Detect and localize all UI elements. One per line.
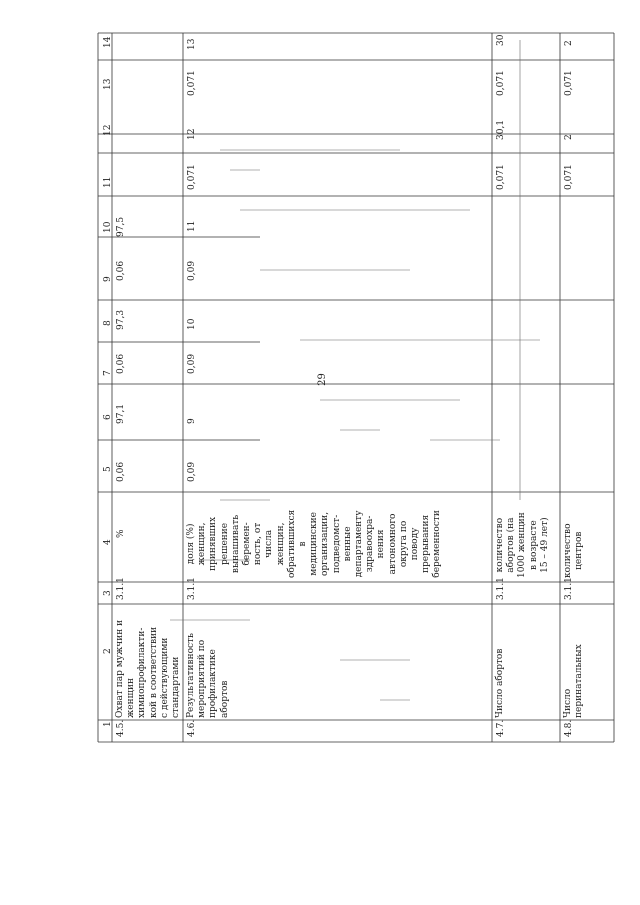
- row-4-8-val-13: 0,071: [564, 70, 574, 96]
- row-4-8-val-12: 2: [564, 134, 574, 140]
- row-4-5-val-8: 97,3: [116, 309, 126, 330]
- row-4-6-val-9: 0,09: [187, 260, 197, 281]
- row-4-6-num: 4.6.: [187, 719, 197, 737]
- header-col-10: 10: [103, 221, 113, 233]
- row-4-7-val-14: 30: [496, 34, 506, 46]
- row-4-8-unit: количество центров: [563, 523, 585, 578]
- row-4-8-num: 4.8.: [564, 719, 574, 737]
- row-4-6-val-5: 0,09: [187, 461, 197, 482]
- header-col-1: 1: [103, 721, 113, 727]
- header-col-14: 14: [103, 36, 113, 48]
- row-4-7-unit: количество абортов (на 1000 женщин в возрасте 15 – 49 лет): [495, 512, 550, 578]
- row-4-6-val-6: 9: [187, 418, 197, 424]
- header-col-13: 13: [103, 78, 113, 90]
- row-4-6-val-7: 0,09: [187, 353, 197, 374]
- header-col-3: 3: [103, 590, 113, 596]
- row-4-8-code: 3.1.1: [564, 577, 574, 600]
- row-4-8-val-11: 0,071: [564, 164, 574, 190]
- row-4-6-val-10: 11: [187, 220, 197, 232]
- header-col-6: 6: [103, 414, 113, 420]
- row-4-5-unit: %: [116, 529, 126, 538]
- row-4-7-val-13: 0,071: [496, 70, 506, 96]
- row-4-7-num: 4.7.: [496, 719, 506, 737]
- row-4-6-val-11: 0,071: [187, 164, 197, 190]
- row-4-7-name: Число абортов: [495, 648, 505, 718]
- row-4-8-name: Число перинатальных: [563, 644, 585, 718]
- row-4-6-val-12: 12: [187, 128, 197, 140]
- row-4-5-val-6: 97,1: [116, 403, 126, 424]
- header-col-12: 12: [103, 124, 113, 136]
- row-4-5-val-7: 0,06: [116, 353, 126, 374]
- header-col-8: 8: [103, 320, 113, 326]
- row-4-7-val-12: 30,1: [496, 119, 506, 140]
- row-4-5-val-10: 97,5: [116, 216, 126, 237]
- header-col-7: 7: [103, 370, 113, 376]
- row-4-6-val-14: 13: [187, 38, 197, 50]
- row-4-5-code: 3.1.1: [116, 577, 126, 600]
- row-4-5-num: 4.5.: [116, 719, 126, 737]
- row-4-7-val-11: 0,071: [496, 164, 506, 190]
- row-4-6-unit: доля (%) женщин, принявших решение вынашивать беремен- ность, от числа женщин, обратившихся в медицинские организации, подведомст- венные департаменту здравоохра- нения автономного округа по поводу прерывания беременности: [186, 509, 443, 578]
- header-col-4: 4: [103, 539, 113, 545]
- row-4-8-val-14: 2: [564, 40, 574, 46]
- row-4-5-name: Охват пар мужчин и женщин химиопрофилакти- кой в соответствии с действующими стандартами: [115, 619, 182, 718]
- row-4-5-val-5: 0,06: [116, 461, 126, 482]
- row-4-6-val-8: 10: [187, 318, 197, 330]
- page-number: 29: [316, 373, 328, 386]
- header-col-11: 11: [103, 176, 113, 188]
- header-col-5: 5: [103, 466, 113, 472]
- row-4-6-val-13: 0,071: [187, 70, 197, 96]
- row-4-6-name: Результативность мероприятий по профилактике абортов: [186, 633, 230, 718]
- header-col-9: 9: [103, 276, 113, 282]
- row-4-6-code: 3.1.1: [187, 577, 197, 600]
- header-col-2: 2: [103, 648, 113, 654]
- row-4-5-val-9: 0,06: [116, 260, 126, 281]
- row-4-7-code: 3.1.1: [496, 577, 506, 600]
